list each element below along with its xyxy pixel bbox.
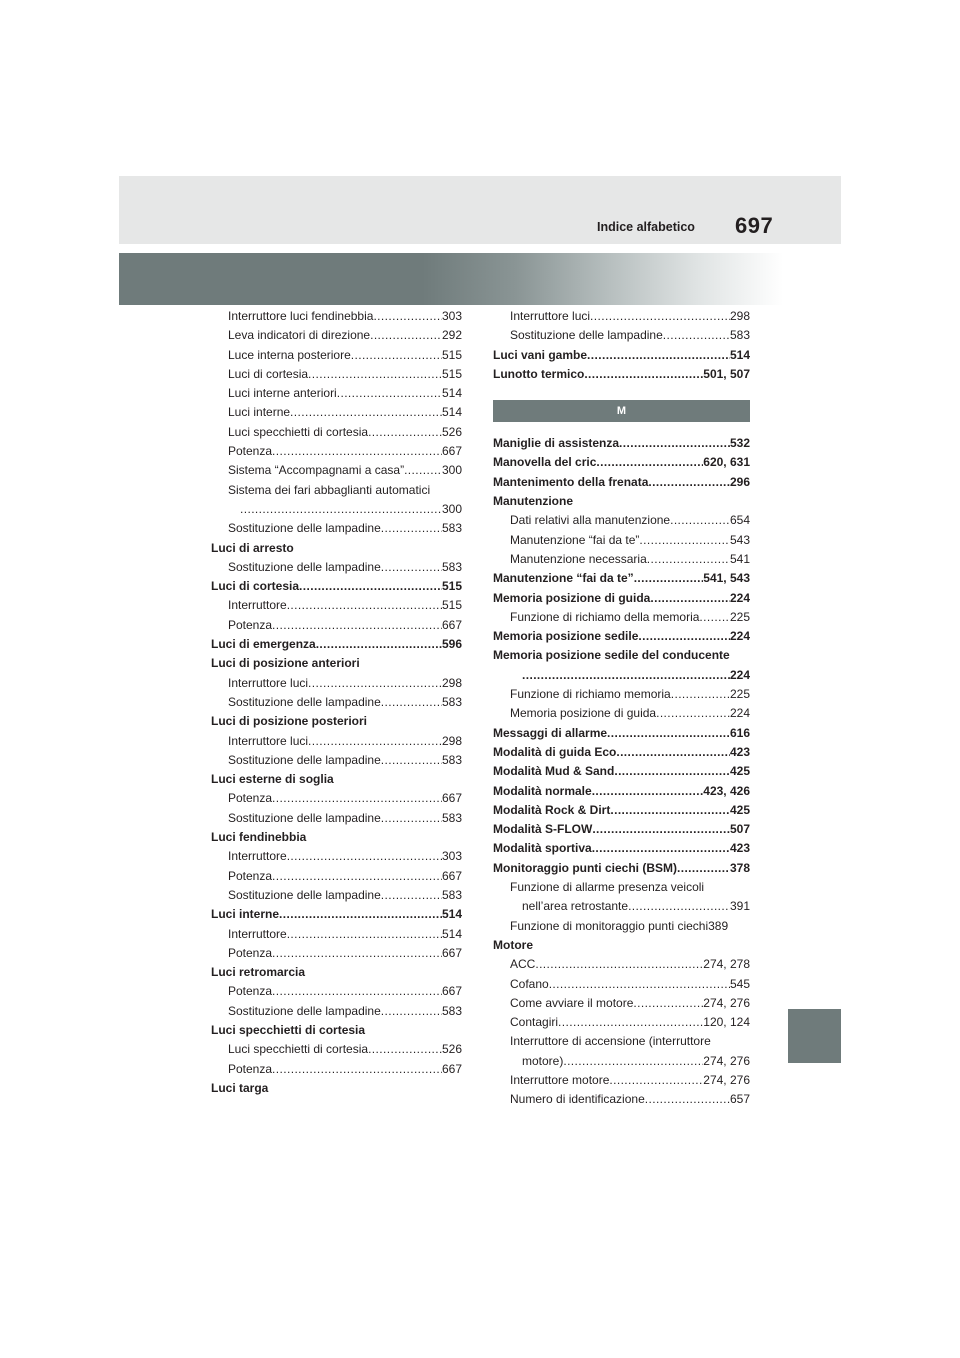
index-subentry — [493, 307, 750, 326]
dot-leader — [308, 674, 442, 693]
dot-leader — [381, 886, 442, 905]
entry-term: Luci fendinebbia — [211, 830, 307, 845]
entry-term: Luci specchietti di cortesia — [228, 424, 369, 439]
entry-term: Interruttore luci — [228, 733, 309, 748]
entry-page-ref: 225 — [729, 687, 750, 702]
entry-page-ref: 541 — [729, 551, 750, 566]
entry-page-ref: 583 — [441, 694, 462, 709]
index-subentry — [493, 704, 750, 723]
dot-leader — [290, 403, 442, 422]
entry-term: Lunotto termico — [493, 366, 585, 381]
index-subentry — [493, 666, 750, 685]
entry-page-ref: 298 — [441, 733, 462, 748]
dot-leader — [656, 704, 730, 723]
dot-leader — [272, 1060, 442, 1079]
dot-leader — [592, 820, 730, 839]
dot-leader — [535, 955, 703, 974]
header-band — [119, 176, 841, 244]
entry-term: Sistema “Accompagnami a casa” — [228, 463, 405, 478]
entry-term: Manutenzione “fai da te” — [493, 571, 634, 586]
entry-term: Contagiri — [510, 1015, 559, 1030]
entry-page-ref: 298 — [729, 309, 750, 323]
entry-term: Luci specchietti di cortesia — [211, 1022, 366, 1037]
entry-term: Memoria posizione sedile del conducente — [493, 648, 730, 663]
index-subentry — [211, 867, 462, 886]
dot-leader — [272, 616, 442, 635]
index-subentry — [211, 481, 462, 500]
dot-leader — [590, 307, 730, 326]
dot-leader — [370, 326, 442, 345]
entry-page-ref: 507 — [729, 822, 750, 837]
entry-page-ref: 423, 426 — [703, 783, 750, 798]
dot-leader — [614, 762, 730, 781]
dot-leader — [563, 1052, 703, 1071]
entry-term: Potenza — [228, 617, 273, 632]
entry-term: Sostituzione delle lampadine — [228, 559, 381, 574]
entry-page-ref: 620, 631 — [703, 455, 750, 470]
entry-term: Interruttore — [228, 598, 287, 613]
dot-leader — [638, 627, 730, 646]
entry-term: Sostituzione delle lampadine — [228, 1003, 381, 1018]
entry-term: Interruttore luci — [228, 675, 309, 690]
entry-term: Interruttore luci fendinebbia — [228, 309, 374, 323]
entry-term: Interruttore di accensione (interruttore — [510, 1034, 711, 1049]
dot-leader — [663, 326, 730, 345]
entry-page-ref: 583 — [441, 752, 462, 767]
entry-term: Memoria posizione di guida — [510, 706, 657, 721]
entry-page-ref: 514 — [441, 926, 462, 941]
entry-page-ref: 514 — [441, 405, 462, 420]
index-group-m — [493, 434, 750, 1109]
index-subentry — [211, 674, 462, 693]
entry-page-ref: 654 — [729, 513, 750, 528]
index-entry — [493, 782, 750, 801]
index-subentry — [493, 994, 750, 1013]
section-letter-bar: M — [493, 400, 750, 422]
entry-term: Potenza — [228, 868, 273, 883]
index-entry — [493, 724, 750, 743]
index-entry — [211, 1079, 462, 1098]
index-entry — [211, 539, 462, 558]
index-entry — [211, 654, 462, 673]
entry-page-ref: 425 — [729, 764, 750, 779]
dot-leader — [549, 975, 730, 994]
index-entry — [211, 1021, 462, 1040]
index-subentry — [493, 608, 750, 627]
header-title: Indice alfabetico — [597, 220, 695, 234]
index-entry — [493, 839, 750, 858]
entry-term: Cofano — [510, 976, 549, 991]
index-subentry — [211, 307, 462, 326]
index-subentry — [211, 326, 462, 345]
entry-term: Modalità S-FLOW — [493, 822, 593, 837]
entry-term: Modalità Mud & Sand — [493, 764, 615, 779]
entry-page-ref: 292 — [441, 328, 462, 343]
entry-page-ref: 667 — [441, 1061, 462, 1076]
index-subentry — [211, 519, 462, 538]
dot-leader — [316, 635, 442, 654]
entry-term: Interruttore — [228, 849, 287, 864]
entry-term: Come avviare il motore — [510, 995, 634, 1010]
index-subentry — [493, 326, 750, 345]
dot-leader — [558, 1013, 703, 1032]
entry-page-ref: 583 — [441, 521, 462, 536]
dot-leader — [240, 500, 442, 519]
entry-term: Funzione di richiamo della memoria — [510, 609, 700, 624]
header-gradient-band — [119, 253, 841, 305]
entry-term: Modalità sportiva — [493, 841, 592, 856]
dot-leader — [592, 839, 730, 858]
entry-page-ref: 667 — [441, 444, 462, 459]
index-subentry — [493, 897, 750, 916]
dot-leader — [584, 365, 703, 384]
dot-leader — [368, 1040, 442, 1059]
entry-term: Sostituzione delle lampadine — [510, 328, 663, 343]
entry-page-ref: 296 — [729, 474, 750, 489]
entry-term: ACC — [510, 957, 536, 972]
entry-page-ref: 543 — [729, 532, 750, 547]
entry-term: Luci interne anteriori — [228, 386, 337, 401]
index-subentry — [493, 1071, 750, 1090]
dot-leader — [639, 531, 730, 550]
entry-page-ref: 300 — [441, 501, 462, 516]
index-subentry — [493, 511, 750, 530]
chapter-side-tab — [788, 1009, 841, 1063]
dot-leader — [628, 897, 730, 916]
index-subentry — [211, 423, 462, 442]
entry-term: Motore — [493, 937, 533, 952]
entry-term: motore) — [522, 1053, 564, 1068]
entry-term: Manovella del cric — [493, 455, 597, 470]
entry-page-ref: 303 — [441, 849, 462, 864]
entry-page-ref: 657 — [729, 1092, 750, 1107]
entry-term: Luci specchietti di cortesia — [228, 1042, 369, 1057]
index-entry — [493, 762, 750, 781]
index-entry — [493, 820, 750, 839]
index-subentry — [493, 917, 750, 936]
index-column-left — [211, 307, 462, 1098]
entry-term: Leva indicatori di direzione — [228, 328, 371, 343]
dot-leader — [587, 346, 730, 365]
entry-term: Modalità Rock & Dirt — [493, 802, 611, 817]
entry-term: Potenza — [228, 791, 273, 806]
dot-leader — [272, 867, 442, 886]
entry-page-ref: 425 — [729, 802, 750, 817]
dot-leader — [373, 307, 442, 326]
entry-page-ref: 423 — [729, 841, 750, 856]
entry-page-ref: 514 — [441, 386, 462, 401]
index-entry — [211, 963, 462, 982]
dot-leader — [648, 473, 730, 492]
index-entry — [211, 577, 462, 596]
entry-term: Sostituzione delle lampadine — [228, 887, 381, 902]
entry-page-ref: 514 — [729, 347, 750, 362]
index-entry — [211, 828, 462, 847]
entry-term: Modalità normale — [493, 783, 592, 798]
entry-page-ref: 389 — [708, 918, 729, 933]
entry-page-ref: 515 — [441, 366, 462, 381]
dot-leader — [368, 423, 442, 442]
entry-page-ref: 532 — [729, 436, 750, 451]
index-subentry — [493, 1090, 750, 1109]
index-subentry — [211, 1040, 462, 1059]
entry-term: Maniglie di assistenza — [493, 436, 620, 451]
index-subentry — [211, 461, 462, 480]
index-subentry — [493, 955, 750, 974]
dot-leader — [592, 782, 704, 801]
index-entry — [211, 712, 462, 731]
index-entry — [493, 936, 750, 955]
dot-leader — [272, 982, 442, 1001]
index-subentry — [211, 403, 462, 422]
index-subentry — [211, 596, 462, 615]
entry-page-ref: 583 — [729, 328, 750, 343]
dot-leader — [610, 801, 730, 820]
dot-leader — [272, 442, 442, 461]
entry-term: Interruttore motore — [510, 1072, 610, 1087]
dot-leader — [699, 608, 730, 627]
entry-term: Sostituzione delle lampadine — [228, 752, 381, 767]
index-entry — [493, 365, 750, 384]
index-subentry — [211, 1002, 462, 1021]
index-entry — [211, 770, 462, 789]
index-entry — [493, 346, 750, 365]
entry-page-ref: 224 — [729, 667, 750, 682]
entry-term: Sistema dei fari abbaglianti automatici — [228, 482, 431, 497]
page-number: 697 — [735, 213, 774, 238]
entry-term: Interruttore — [228, 926, 287, 941]
entry-term: Modalità di guida Eco — [493, 744, 617, 759]
index-entry — [493, 743, 750, 762]
entry-page-ref: 526 — [441, 1042, 462, 1057]
index-subentry — [211, 925, 462, 944]
entry-page-ref: 667 — [441, 984, 462, 999]
dot-leader — [279, 905, 442, 924]
entry-page-ref: 545 — [729, 976, 750, 991]
entry-page-ref: 391 — [729, 899, 750, 914]
index-subentry — [493, 1032, 750, 1051]
dot-leader — [272, 944, 442, 963]
dot-leader — [650, 589, 730, 608]
entry-term: Dati relativi alla manutenzione — [510, 513, 671, 528]
dot-leader — [381, 1002, 442, 1021]
dot-leader — [671, 685, 730, 704]
entry-page-ref: 224 — [729, 706, 750, 721]
dot-leader — [616, 743, 730, 762]
entry-page-ref: 378 — [729, 860, 750, 875]
entry-page-ref: 667 — [441, 791, 462, 806]
entry-page-ref: 541, 543 — [703, 571, 750, 586]
entry-term: Luci esterne di soglia — [211, 772, 334, 787]
dot-leader — [522, 666, 730, 685]
entry-page-ref: 583 — [441, 887, 462, 902]
entry-term: Luci interne — [228, 405, 291, 420]
index-subentry — [493, 550, 750, 569]
entry-term: Memoria posizione sedile — [493, 629, 639, 644]
index-subentry — [493, 1013, 750, 1032]
dot-leader — [381, 693, 442, 712]
index-subentry — [211, 442, 462, 461]
index-entry — [493, 434, 750, 453]
entry-page-ref: 224 — [729, 629, 750, 644]
index-subentry — [211, 384, 462, 403]
entry-page-ref: 583 — [441, 810, 462, 825]
entry-page-ref: 667 — [441, 945, 462, 960]
entry-page-ref: 667 — [441, 868, 462, 883]
entry-term: Luci di cortesia — [228, 366, 309, 381]
index-subentry — [211, 1060, 462, 1079]
index-entry — [493, 859, 750, 878]
entry-page-ref: 501, 507 — [703, 366, 750, 381]
dot-leader — [287, 847, 442, 866]
dot-leader — [381, 519, 442, 538]
index-subentry — [211, 693, 462, 712]
index-subentry — [211, 847, 462, 866]
index-entry — [493, 473, 750, 492]
entry-term: Manutenzione necessaria — [510, 551, 647, 566]
index-subentry — [211, 809, 462, 828]
entry-term: Potenza — [228, 1061, 273, 1076]
entry-term: Luce interna posteriore — [228, 347, 351, 362]
index-subentry — [493, 531, 750, 550]
entry-page-ref: 583 — [441, 1003, 462, 1018]
index-subentry — [211, 616, 462, 635]
dot-leader — [609, 1071, 703, 1090]
index-entry — [493, 801, 750, 820]
entry-page-ref: 225 — [729, 609, 750, 624]
index-column-right — [493, 307, 750, 1110]
dot-leader — [299, 577, 442, 596]
entry-page-ref: 224 — [729, 590, 750, 605]
dot-leader — [647, 550, 730, 569]
index-entry — [493, 569, 750, 588]
index-subentry — [211, 789, 462, 808]
entry-term: Manutenzione — [493, 494, 573, 509]
entry-term: Sostituzione delle lampadine — [228, 521, 381, 536]
index-subentry — [211, 365, 462, 384]
dot-leader — [596, 453, 703, 472]
index-subentry — [211, 732, 462, 751]
entry-term: Funzione di allarme presenza veicoli — [510, 880, 705, 895]
entry-term: Luci di cortesia — [211, 579, 300, 594]
entry-page-ref: 274, 276 — [703, 1053, 750, 1068]
index-subentry — [211, 346, 462, 365]
dot-leader — [619, 434, 730, 453]
entry-term: Sostituzione delle lampadine — [228, 810, 381, 825]
entry-term: Potenza — [228, 444, 273, 459]
index-subentry — [493, 685, 750, 704]
entry-term: Monitoraggio punti ciechi (BSM) — [493, 860, 677, 875]
entry-term: Luci targa — [211, 1080, 269, 1095]
entry-page-ref: 515 — [441, 579, 462, 594]
dot-leader — [287, 925, 442, 944]
dot-leader — [633, 994, 703, 1013]
index-subentry — [211, 886, 462, 905]
entry-term: Sostituzione delle lampadine — [228, 694, 381, 709]
index-subentry — [493, 975, 750, 994]
entry-page-ref: 515 — [441, 347, 462, 362]
entry-page-ref: 303 — [441, 309, 462, 323]
entry-term: Luci di posizione anteriori — [211, 656, 360, 671]
entry-term: Luci di posizione posteriori — [211, 714, 368, 729]
index-entry — [493, 627, 750, 646]
dot-leader — [287, 596, 442, 615]
entry-term: Interruttore luci — [510, 309, 591, 323]
entry-term: Mantenimento della frenata — [493, 474, 649, 489]
dot-leader — [381, 751, 442, 770]
index-entry — [211, 905, 462, 924]
entry-term: Numero di identificazione — [510, 1092, 645, 1107]
entry-term: Luci interne — [211, 907, 280, 922]
index-entry — [493, 646, 750, 665]
entry-page-ref: 120, 124 — [703, 1015, 750, 1030]
entry-page-ref: 423 — [729, 744, 750, 759]
dot-leader — [634, 569, 704, 588]
entry-term: Messaggi di allarme — [493, 725, 608, 740]
entry-page-ref: 274, 278 — [703, 957, 750, 972]
entry-term: Funzione di monitoraggio punti ciechi — [510, 918, 709, 933]
entry-term: Potenza — [228, 984, 273, 999]
entry-page-ref: 616 — [729, 725, 750, 740]
index-subentry — [211, 558, 462, 577]
index-subentry — [493, 878, 750, 897]
entry-page-ref: 596 — [441, 637, 462, 652]
index-group-l-continued — [493, 307, 750, 384]
index-entry — [493, 492, 750, 511]
dot-leader — [381, 809, 442, 828]
entry-page-ref: 667 — [441, 617, 462, 632]
entry-term: Funzione di richiamo memoria — [510, 687, 671, 702]
dot-leader — [607, 724, 730, 743]
dot-leader — [308, 365, 442, 384]
entry-term: Luci vani gambe — [493, 347, 588, 362]
entry-page-ref: 274, 276 — [703, 1072, 750, 1087]
index-subentry — [211, 751, 462, 770]
entry-page-ref: 274, 276 — [703, 995, 750, 1010]
entry-term: Luci di arresto — [211, 540, 294, 555]
entry-page-ref: 300 — [441, 463, 462, 478]
dot-leader — [645, 1090, 730, 1109]
dot-leader — [308, 732, 442, 751]
entry-term: Memoria posizione di guida — [493, 590, 651, 605]
index-entry — [493, 453, 750, 472]
index-subentry — [211, 982, 462, 1001]
index-subentry — [211, 500, 462, 519]
entry-term: Potenza — [228, 945, 273, 960]
entry-page-ref: 526 — [441, 424, 462, 439]
dot-leader — [670, 511, 730, 530]
entry-term: Luci retromarcia — [211, 965, 306, 980]
entry-term: nell’area retrostante — [522, 899, 629, 914]
dot-leader — [381, 558, 442, 577]
index-subentry — [493, 1052, 750, 1071]
entry-page-ref: 514 — [441, 907, 462, 922]
dot-leader — [337, 384, 442, 403]
dot-leader — [404, 461, 442, 480]
dot-leader — [351, 346, 442, 365]
entry-page-ref: 298 — [441, 675, 462, 690]
index-entry — [493, 589, 750, 608]
entry-term: Luci di emergenza — [211, 637, 316, 652]
index-subentry — [211, 944, 462, 963]
dot-leader — [677, 859, 730, 878]
entry-page-ref: 515 — [441, 598, 462, 613]
index-entry — [211, 635, 462, 654]
entry-term: Manutenzione “fai da te” — [510, 532, 640, 547]
entry-page-ref: 583 — [441, 559, 462, 574]
dot-leader — [272, 789, 442, 808]
